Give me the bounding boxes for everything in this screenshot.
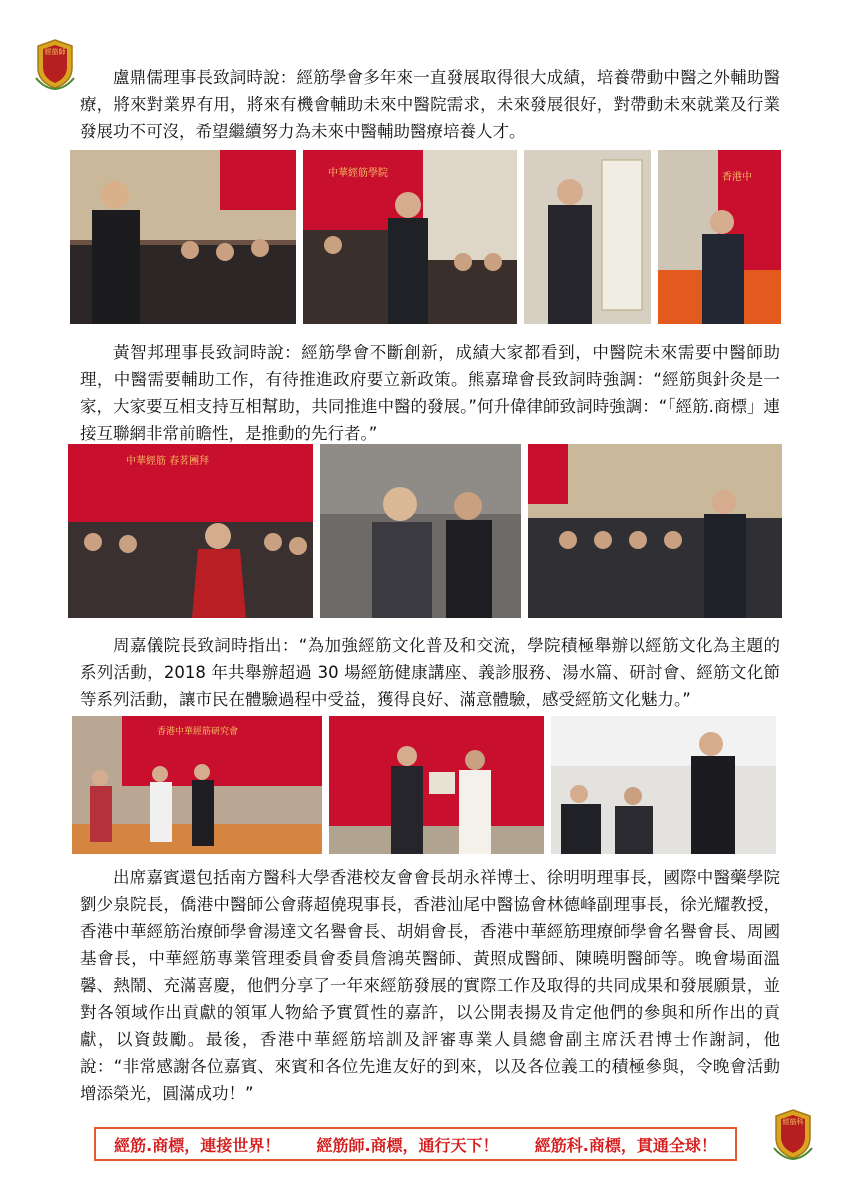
paragraph-2: 黃智邦理事長致詞時說：經筋學會不斷創新，成績大家都看到，中醫院未來需要中醫師助理，中醫需要輔助工作，有待推進政府要立新政策。熊嘉瑋會長致詞時強調：“經筋與針灸是一家，大家要互相支持互相幫助，共同推進中醫的發展。”何升偉律師致詞時強調：“「經筋.商標」連接互聯網非常前瞻性，是推動的先行者。” (80, 343, 780, 443)
banner-text: 香港中 (722, 172, 752, 183)
slogan-3: 經筋科.商標，貫通全球！ (534, 1135, 717, 1155)
logo-text: 經筋科 (782, 1118, 804, 1126)
photo-speaker-red-backdrop (658, 150, 781, 324)
photo-speaker-microphone (70, 150, 296, 324)
photo-speaker-with-audience (528, 444, 782, 618)
paragraph-3: 周嘉儀院長致詞時指出：“為加強經筋文化普及和交流，學院積極舉辦以經筋文化為主題的系列活動，2018 年共舉辦超過 30 場經筋健康講座、義診服務、湯水篇、研討會、經筋文化節等系列活動，讓市民在體驗過程中受益，獲得良好、滿意體驗，感受經筋文化魅力。” (80, 636, 780, 709)
photo-row-3 (72, 716, 776, 854)
photo-row-2 (68, 444, 782, 618)
photo-row-1 (70, 150, 781, 324)
banner-text: 中華經筋 春茗團拜 (126, 456, 210, 467)
photo-woman-speaking (551, 716, 776, 854)
paragraph-4: 出席嘉賓還包括南方醫科大學香港校友會會長胡永祥博士、徐明明理事長，國際中醫藥學院劉少泉院長，僑港中醫師公會蔣超僥現事長，香港汕尾中醫協會林德峰副理事長，徐光耀教授，香港中華經筋治療師學會湯達文名譽會長、胡娟會長，香港中華經筋理療師學會名譽會長、周國基會長，中華經筋專業管理委員會委員詹鴻英醫師、黃照成醫師、陳曉明醫師等。晚會場面溫馨、熱鬧、充滿喜慶，他們分享了一年來經筋發展的實際工作及取得的共同成果和發展願景，並對各領域作出貢獻的領軍人物給予實質性的嘉許，以公開表揚及肯定他們的參與和所作出的貢獻，以資鼓勵。最後，香港中華經筋培訓及評審專業人員總會副主席沃君博士作謝詞，他說：“非常感謝各位嘉賓、來賓和各位先進友好的到來，以及各位義工的積極參與，令晚會活動增添榮光，圓滿成功！” (80, 868, 780, 1103)
banner-text: 中華經筋學院 (328, 168, 388, 179)
bottom-right-logo (770, 1108, 816, 1160)
slogan-2: 經筋師.商標，通行天下！ (316, 1135, 499, 1155)
slogan-1: 經筋.商標，連接世界！ (114, 1135, 281, 1155)
paragraph-1: 盧鼎儒理事長致詞時說：經筋學會多年來一直發展取得很大成績，培養帶動中醫之外輔助醫療，將來對業界有用，將來有機會輔助未來中醫院需求，未來發展很好，對帶動未來就業及行業發展功不可沒，希望繼續努力為未來中醫輔助醫療培養人才。 (80, 68, 780, 141)
photo-certificate-presentation (329, 716, 544, 854)
photo-elderly-man-and-woman (320, 444, 521, 618)
banner-text: 香港中華經筋研究會 (157, 727, 239, 737)
footer-slogans (94, 1127, 737, 1161)
top-left-logo (32, 38, 78, 90)
photo-woman-speaker-banner (68, 444, 313, 618)
photo-elder-speaker (303, 150, 517, 324)
photo-man-with-microphone (524, 150, 651, 324)
photo-stage-speakers (72, 716, 322, 854)
logo-text: 經筋師 (44, 48, 66, 56)
